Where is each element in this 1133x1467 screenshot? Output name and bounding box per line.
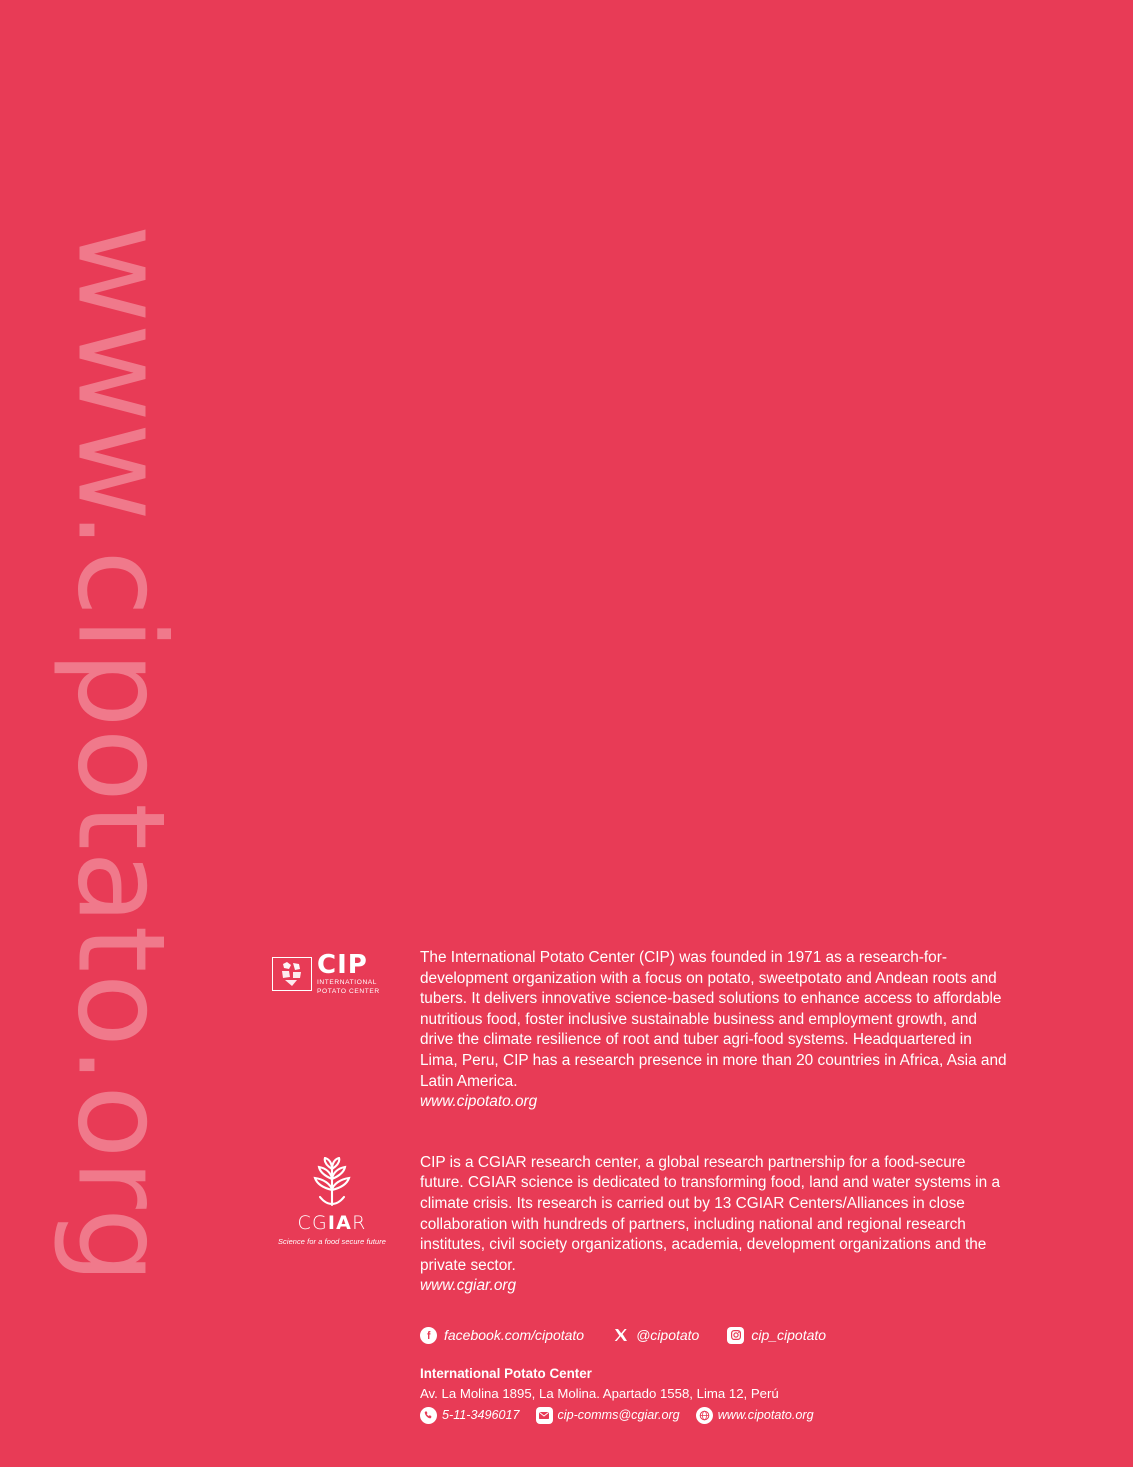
address-block xyxy=(420,1366,1012,1424)
cip-website[interactable]: www.cipotato.org xyxy=(420,1093,538,1111)
cip-wordmark xyxy=(317,952,380,995)
phone-icon xyxy=(420,1407,437,1424)
cgiar-wordmark-mid: IA xyxy=(327,1211,353,1234)
cgiar-wordmark-pre: CG xyxy=(297,1211,328,1234)
social-label-facebook: facebook.com/cipotato xyxy=(444,1327,585,1344)
cip-description: The International Potato Center (CIP) was founded in 1971 as a research-for-development organization with a focus on potato, sweetpotato and Andean roots and tubers. It delivers innovative science-based solutions to enhance access to affordable nutritious food, foster inclusive sustainable business and employment growth, and drive the climate resilience of root and tuber agri-food systems. Headquartered in Lima, Peru, CIP has a research presence in more than 20 countries in Africa, Asia and Latin America. xyxy=(420,949,1007,1090)
watermark-url: www.cipotato.org xyxy=(50,224,190,1285)
social-link-instagram[interactable] xyxy=(727,1327,826,1344)
cgiar-logo xyxy=(272,1157,392,1246)
cgiar-logo-column xyxy=(272,1153,420,1246)
social-label-instagram: cip_cipotato xyxy=(751,1327,827,1344)
cip-logo-column xyxy=(272,948,420,995)
cgiar-website[interactable]: www.cgiar.org xyxy=(420,1277,517,1295)
watermark-container xyxy=(0,0,260,1467)
cip-text-column xyxy=(420,948,1012,1113)
contact-phone[interactable] xyxy=(420,1407,520,1424)
cgiar-block xyxy=(272,1153,1012,1297)
footer-content xyxy=(272,948,1012,1424)
cip-acronym: CIP xyxy=(317,950,368,980)
envelope-icon xyxy=(536,1407,553,1424)
cgiar-wordmark xyxy=(272,1212,392,1234)
cip-subtitle-line2: POTATO CENTER xyxy=(317,987,380,995)
instagram-icon xyxy=(727,1327,744,1344)
street-address: Av. La Molina 1895, La Molina. Apartado 1558, Lima 12, Perú xyxy=(420,1385,779,1401)
cgiar-wheat-icon xyxy=(272,1157,392,1209)
x-twitter-icon xyxy=(612,1327,629,1344)
social-link-facebook[interactable] xyxy=(420,1327,584,1344)
globe-icon xyxy=(696,1407,713,1424)
social-links xyxy=(420,1327,1012,1344)
organization-name: International Potato Center xyxy=(420,1365,592,1381)
website-url: www.cipotato.org xyxy=(717,1408,814,1423)
spacer xyxy=(272,1113,1012,1153)
social-label-x: @cipotato xyxy=(636,1327,700,1344)
cgiar-description: CIP is a CGIAR research center, a global research partnership for a food-secure future. CGIAR science is dedicated to transforming food, land and water systems in a climate crisis. Its research is carried out by 13 CGIAR Centers/Alliances in close collaboration with hundreds of partners, including national and regional research institutes, civil society organizations, academia, development organizations and the private sector. xyxy=(420,1153,1000,1274)
facebook-icon xyxy=(420,1327,437,1344)
cip-block xyxy=(272,948,1012,1113)
cip-crest-icon xyxy=(272,957,312,991)
cip-logo xyxy=(272,952,420,995)
cgiar-tagline: Science for a food secure future xyxy=(278,1236,386,1246)
contact-web[interactable] xyxy=(696,1407,814,1424)
social-link-x[interactable] xyxy=(612,1327,699,1344)
cip-subtitle-line1: INTERNATIONAL xyxy=(317,979,378,986)
email-address: cip-comms@cgiar.org xyxy=(557,1408,680,1423)
cgiar-text-column xyxy=(420,1153,1012,1297)
phone-number: 5-11-3496017 xyxy=(442,1408,520,1423)
contact-row xyxy=(420,1407,1012,1424)
cgiar-wordmark-post: R xyxy=(352,1211,367,1234)
contact-email[interactable] xyxy=(536,1407,680,1424)
